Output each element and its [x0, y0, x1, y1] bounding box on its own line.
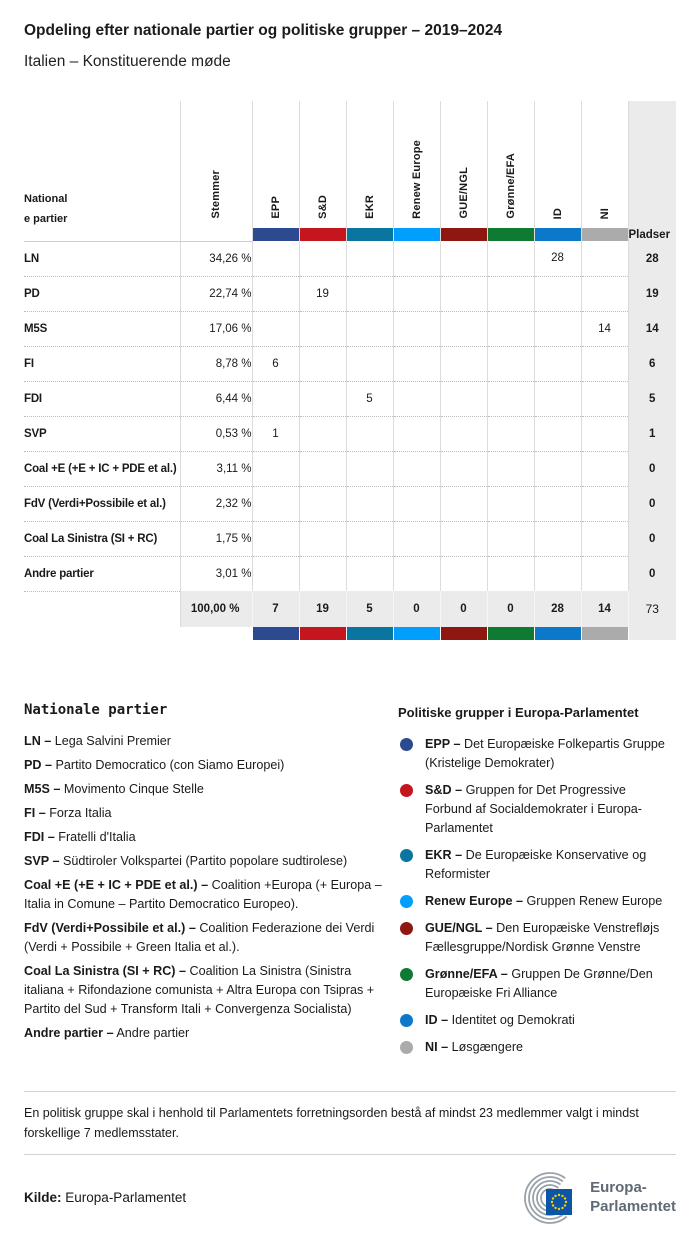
source-value: Europa-Parlamentet: [65, 1189, 187, 1205]
seats-cell: [440, 346, 487, 381]
total-seats-cell: 0: [440, 591, 487, 627]
page-title: Opdeling efter nationale partier og politiske grupper – 2019–2024: [24, 22, 503, 39]
group-color-dot: [400, 968, 413, 981]
total-seats-cell: 14: [581, 591, 628, 627]
pladser-cell: 0: [628, 556, 676, 591]
seats-cell: [581, 276, 628, 311]
seats-cell: [299, 311, 346, 346]
table-row-fdv: [24, 486, 676, 521]
legend-groups-heading: Politiske grupper i Europa-Parlamentet: [398, 705, 639, 720]
seats-cell: [487, 381, 534, 416]
table-row-ln: [24, 241, 676, 276]
eu-flag-icon: [546, 1189, 572, 1215]
european-parliament-logo: [517, 1169, 676, 1225]
legend-political-groups: [398, 702, 676, 1065]
party-name: Coal La Sinistra (SI + RC): [24, 521, 180, 556]
pladser-cell: 0: [628, 521, 676, 556]
seats-cell: [346, 451, 393, 486]
seats-cell: [440, 451, 487, 486]
seats-cell: [534, 276, 581, 311]
group-color-dot: [400, 922, 413, 935]
source-text: [24, 1190, 186, 1205]
column-header-epp: EPP: [252, 101, 299, 241]
seats-cell: [440, 521, 487, 556]
seats-cell: [581, 486, 628, 521]
seats-cell: [534, 311, 581, 346]
seats-cell: [487, 556, 534, 591]
column-header-national-parties: National e partier: [24, 101, 180, 241]
seats-cell: [346, 346, 393, 381]
group-color-dot: [400, 784, 413, 797]
column-header-id: ID: [534, 101, 581, 241]
seats-cell: 28: [534, 241, 581, 276]
votes-percent: 8,78 %: [180, 346, 252, 381]
source-row: [24, 1169, 676, 1225]
seats-cell: [487, 311, 534, 346]
seats-cell: [346, 486, 393, 521]
total-seats-cell: 5: [346, 591, 393, 627]
votes-percent: 6,44 %: [180, 381, 252, 416]
seats-cell: [252, 311, 299, 346]
column-header-pladser: Pladser: [628, 101, 676, 241]
legend-section: [24, 702, 676, 1065]
seats-cell: [252, 276, 299, 311]
seats-cell: [252, 521, 299, 556]
votes-percent: 1,75 %: [180, 521, 252, 556]
column-header-gue-ngl: GUE/NGL: [440, 101, 487, 241]
total-seats-cell: 0: [487, 591, 534, 627]
votes-percent: 2,32 %: [180, 486, 252, 521]
seats-cell: [487, 276, 534, 311]
seats-cell: [487, 451, 534, 486]
table-row-m5s: [24, 311, 676, 346]
seats-cell: [252, 381, 299, 416]
seats-cell: [440, 311, 487, 346]
seats-cell: [581, 381, 628, 416]
seats-cell: [346, 556, 393, 591]
legend-item-renew-europe: Renew Europe – Gruppen Renew Europe: [398, 892, 676, 911]
seats-cell: [487, 486, 534, 521]
seats-cell: [346, 416, 393, 451]
seats-cell: 14: [581, 311, 628, 346]
column-header-stemmer: Stemmer: [180, 101, 252, 241]
divider: [24, 1154, 676, 1155]
seats-cell: [581, 241, 628, 276]
seats-cell: 1: [252, 416, 299, 451]
seats-cell: [346, 241, 393, 276]
column-header-ekr: EKR: [346, 101, 393, 241]
seats-cell: [393, 381, 440, 416]
page-subtitle: Italien – Konstituerende møde: [24, 53, 231, 70]
seats-cell: [487, 241, 534, 276]
group-color-bar: [440, 627, 487, 640]
party-name: FI: [24, 346, 180, 381]
logo-wordmark: Europa- Parlamentet: [590, 1179, 676, 1215]
seats-cell: [581, 346, 628, 381]
votes-percent: 17,06 %: [180, 311, 252, 346]
legend-national-parties: [24, 702, 382, 1065]
legend-national-heading: Nationale partier: [24, 702, 168, 718]
source-label: Kilde:: [24, 1189, 62, 1205]
pladser-cell: 0: [628, 486, 676, 521]
divider: [24, 1091, 676, 1092]
legend-item-groenne-efa: Grønne/EFA – Gruppen De Grønne/Den Europæiske Fri Alliance: [398, 965, 676, 1003]
seats-cell: [534, 521, 581, 556]
group-color-bar: [534, 627, 581, 640]
table-row-fdi: [24, 381, 676, 416]
table-row-fi: [24, 346, 676, 381]
seats-cell: [534, 451, 581, 486]
total-label-cell: [24, 591, 180, 627]
group-color-dot: [400, 1014, 413, 1027]
column-header-sd: S&D: [299, 101, 346, 241]
seats-cell: [393, 556, 440, 591]
seats-cell: [393, 241, 440, 276]
legend-item-fdi: FDI – Fratelli d'Italia: [24, 830, 136, 844]
seats-cell: [534, 416, 581, 451]
votes-percent: 3,11 %: [180, 451, 252, 486]
legend-item-fdv: FdV (Verdi+Possibile et al.) – Coalition Federazione dei Verdi (Verdi + Possibile + Green Italia et al.).: [24, 921, 375, 954]
legend-item-svp: SVP – Südtiroler Volkspartei (Partito popolare sudtirolese): [24, 854, 348, 868]
group-color-bar: [582, 228, 628, 241]
seats-cell: [581, 521, 628, 556]
legend-item-sd: S&D – Gruppen for Det Progressive Forbund af Socialdemokrater i Europa-Parlamentet: [398, 781, 676, 838]
total-seats-cell: 0: [393, 591, 440, 627]
pladser-cell: 0: [628, 451, 676, 486]
table-bottom-color-bars: [24, 627, 676, 640]
pladser-cell: 19: [628, 276, 676, 311]
group-color-bar: [487, 627, 534, 640]
group-color-bar: [299, 627, 346, 640]
group-color-bar: [300, 228, 346, 241]
pladser-cell: 6: [628, 346, 676, 381]
seats-cell: [299, 486, 346, 521]
table-row-andre-partier: [24, 556, 676, 591]
seats-cell: [440, 556, 487, 591]
party-name: FDI: [24, 381, 180, 416]
pladser-cell: 28: [628, 241, 676, 276]
group-color-dot: [400, 849, 413, 862]
group-color-bar: [347, 228, 393, 241]
seats-cell: [299, 556, 346, 591]
group-color-bar: [535, 228, 581, 241]
legend-item-coal-la-sinistra: Coal La Sinistra (SI + RC) – Coalition La Sinistra (Sinistra italiana + Rifondazione comunista + Altra Europa con Tsipras + Partito del Sud + Transform Itali + Convergenza Socialista): [24, 964, 375, 1016]
seats-cell: [440, 276, 487, 311]
table-total-row: [24, 591, 676, 627]
seats-cell: [534, 381, 581, 416]
votes-percent: 34,26 %: [180, 241, 252, 276]
votes-percent: 0,53 %: [180, 416, 252, 451]
group-color-bar: [394, 228, 440, 241]
table-row-pd: [24, 276, 676, 311]
pladser-cell: 5: [628, 381, 676, 416]
seats-table: [24, 101, 676, 640]
votes-percent: 22,74 %: [180, 276, 252, 311]
table-header-row: [24, 101, 676, 241]
seats-cell: [581, 556, 628, 591]
column-header-groenne-efa: Grønne/EFA: [487, 101, 534, 241]
legend-item-gue-ngl: GUE/NGL – Den Europæiske Venstrefløjs Fællesgruppe/Nordisk Grønne Venstre: [398, 919, 676, 957]
seats-cell: [487, 346, 534, 381]
total-votes-percent: 100,00 %: [180, 591, 252, 627]
seats-cell: 19: [299, 276, 346, 311]
seats-cell: [534, 556, 581, 591]
group-color-bar: [393, 627, 440, 640]
group-color-dot: [400, 1041, 413, 1054]
legend-item-coal-e: Coal +E (+E + IC + PDE et al.) – Coalition +Europa (+ Europa – Italia in Comune – Partito Democratico Europeo).: [24, 878, 382, 911]
seats-cell: [346, 521, 393, 556]
seats-cell: [440, 241, 487, 276]
seats-cell: [346, 276, 393, 311]
seats-cell: [252, 241, 299, 276]
seats-cell: [299, 381, 346, 416]
seats-cell: 5: [346, 381, 393, 416]
party-name: M5S: [24, 311, 180, 346]
group-color-dot: [400, 895, 413, 908]
party-name: FdV (Verdi+Possibile et al.): [24, 486, 180, 521]
seats-cell: [346, 311, 393, 346]
party-name: Coal +E (+E + IC + PDE et al.): [24, 451, 180, 486]
total-seats-cell: 19: [299, 591, 346, 627]
hemicycle-icon: [517, 1169, 581, 1225]
column-header-renew-europe: Renew Europe: [393, 101, 440, 241]
seats-cell: [299, 241, 346, 276]
votes-percent: 3,01 %: [180, 556, 252, 591]
group-color-bar: [581, 627, 628, 640]
group-color-bar: [441, 228, 487, 241]
seats-cell: [581, 416, 628, 451]
seats-cell: [299, 451, 346, 486]
total-pladser-cell: 73: [628, 591, 676, 627]
seats-cell: [534, 346, 581, 381]
seats-cell: [440, 486, 487, 521]
total-seats-cell: 28: [534, 591, 581, 627]
legend-item-andre-partier: Andre partier – Andre partier: [24, 1026, 190, 1040]
legend-item-ln: LN – Lega Salvini Premier: [24, 734, 171, 748]
footnote-text: En politisk gruppe skal i henhold til Parlamentets forretningsorden bestå af mindst 23 medlemmer valgt i mindst forskellige 7 medlemsstater.: [24, 1106, 639, 1140]
seats-cell: [393, 276, 440, 311]
legend-item-m5s: M5S – Movimento Cinque Stelle: [24, 782, 204, 796]
pladser-cell: 14: [628, 311, 676, 346]
seats-cell: [393, 346, 440, 381]
seats-cell: [393, 521, 440, 556]
seats-cell: [393, 451, 440, 486]
seats-cell: [393, 486, 440, 521]
group-color-bar: [253, 228, 299, 241]
seats-cell: [252, 486, 299, 521]
seats-cell: [487, 416, 534, 451]
party-name: Andre partier: [24, 556, 180, 591]
seats-cell: [252, 451, 299, 486]
seats-cell: [534, 486, 581, 521]
seats-cell: [299, 346, 346, 381]
total-seats-cell: 7: [252, 591, 299, 627]
seats-cell: 6: [252, 346, 299, 381]
party-name: SVP: [24, 416, 180, 451]
seats-cell: [581, 451, 628, 486]
legend-item-fi: FI – Forza Italia: [24, 806, 112, 820]
seats-cell: [252, 556, 299, 591]
seats-cell: [487, 521, 534, 556]
seats-cell: [393, 311, 440, 346]
table-row-coal-e: [24, 451, 676, 486]
legend-item-pd: PD – Partito Democratico (con Siamo Europei): [24, 758, 285, 772]
legend-item-id: ID – Identitet og Demokrati: [398, 1011, 676, 1030]
group-color-bar: [252, 627, 299, 640]
seats-cell: [393, 416, 440, 451]
party-name: LN: [24, 252, 39, 265]
table-row-svp: [24, 416, 676, 451]
seats-cell: [299, 521, 346, 556]
column-header-ni: NI: [581, 101, 628, 241]
seats-cell: [299, 416, 346, 451]
table-row-coal-la-sinistra: [24, 521, 676, 556]
legend-item-epp: EPP – Det Europæiske Folkepartis Gruppe (Kristelige Demokrater): [398, 735, 676, 773]
group-color-bar: [346, 627, 393, 640]
seats-cell: [440, 381, 487, 416]
seats-cell: [440, 416, 487, 451]
group-color-bar: [488, 228, 534, 241]
legend-item-ekr: EKR – De Europæiske Konservative og Reformister: [398, 846, 676, 884]
group-color-dot: [400, 738, 413, 751]
legend-item-ni: NI – Løsgængere: [398, 1038, 676, 1057]
party-name: PD: [24, 276, 180, 311]
pladser-cell: 1: [628, 416, 676, 451]
